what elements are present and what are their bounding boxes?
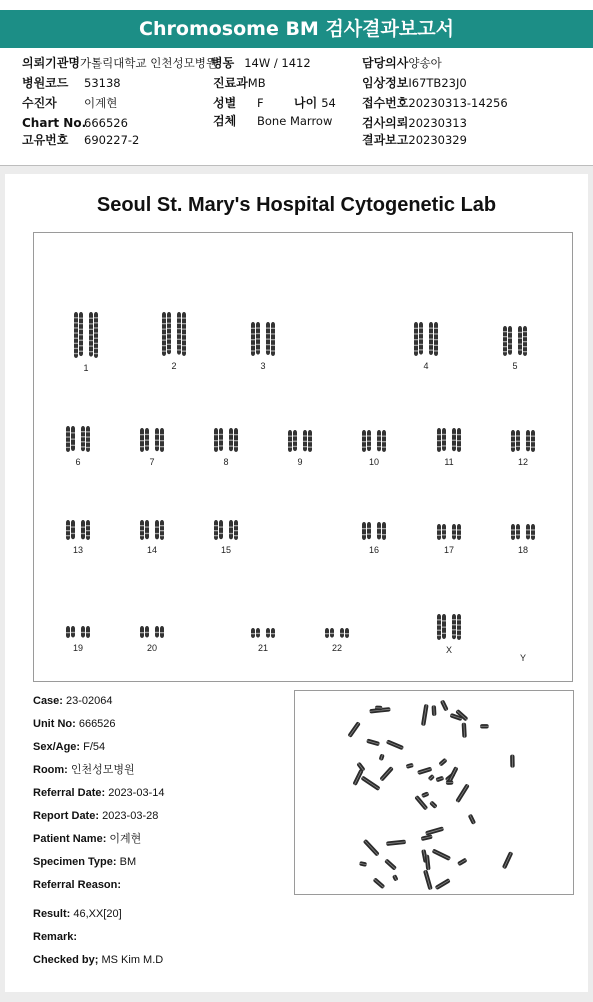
- metaphase-image: [294, 690, 574, 895]
- chromosome-label: 5: [512, 361, 518, 371]
- info-age: [294, 94, 336, 113]
- chromosome-label: 20: [146, 643, 157, 653]
- info-value: 20230313: [408, 116, 467, 130]
- chromosome-20: [127, 625, 177, 653]
- info-specimen: [213, 112, 332, 131]
- field-value: 이계현: [109, 833, 142, 845]
- field-report-date: [33, 805, 164, 828]
- field-label: Unit No:: [33, 718, 76, 730]
- info-label: 담당의사: [362, 56, 409, 70]
- field-value: 23-02064: [66, 695, 113, 707]
- field-sex-age: [33, 736, 164, 759]
- info-institution: [22, 54, 217, 73]
- chromosome-3: [238, 321, 288, 371]
- field-referral-date: [33, 782, 164, 805]
- chromosome-label: 2: [171, 361, 177, 371]
- field-remark: [33, 926, 164, 949]
- info-label: 수진자: [22, 96, 57, 110]
- chromosome-label: 22: [331, 643, 342, 653]
- chromosome-label: 3: [260, 361, 266, 371]
- info-ward: [211, 54, 311, 73]
- field-unit-no: [33, 713, 164, 736]
- field-value: 666526: [78, 718, 116, 730]
- info-patient: [22, 94, 117, 113]
- karyotype-report: [5, 174, 588, 992]
- chromosome-label: X: [445, 645, 452, 655]
- chromosome-label: 7: [149, 457, 155, 467]
- chromosome-7: [127, 427, 177, 467]
- chromosome-6: [53, 425, 103, 467]
- chromosome-label: 15: [220, 545, 231, 555]
- chromosome-label: 14: [146, 545, 157, 555]
- field-label: Report Date:: [33, 810, 100, 822]
- field-value: F/54: [83, 741, 106, 753]
- chromosome-17: [424, 523, 474, 555]
- chromosome-12: [498, 429, 548, 467]
- field-checked-by: [33, 949, 164, 972]
- info-value: MB: [247, 76, 266, 90]
- info-label: 검체: [213, 114, 237, 128]
- field-label: Remark:: [33, 931, 78, 943]
- field-specimen-type: [33, 851, 164, 874]
- field-value: 인천성모병원: [70, 764, 135, 776]
- chromosome-label: 11: [444, 457, 454, 467]
- chromosome-label: 12: [517, 457, 528, 467]
- info-label: 검사의뢰: [362, 116, 409, 130]
- field-room: [33, 759, 164, 782]
- chromosome-label: 8: [223, 457, 229, 467]
- chromosome-x: [424, 613, 474, 655]
- chromosome-label: Y: [519, 653, 526, 663]
- chromosome-label: 17: [443, 545, 454, 555]
- lab-title: Seoul St. Mary's Hospital Cytogenetic Lab: [96, 194, 497, 216]
- chromosome-9: [275, 429, 325, 467]
- info-value: 양송아: [408, 56, 442, 70]
- field-result: [33, 903, 164, 926]
- info-value: F: [257, 96, 264, 110]
- info-label: Chart No.: [22, 116, 87, 130]
- field-case: [33, 690, 164, 713]
- chromosome-21: [238, 627, 288, 653]
- info-value: I67TB23J0: [408, 76, 467, 90]
- chromosome-label: 9: [297, 457, 303, 467]
- chromosome-label: 21: [257, 643, 268, 653]
- info-label: 병동: [211, 56, 235, 70]
- chromosome-label: 13: [72, 545, 83, 555]
- info-sex: [213, 94, 264, 113]
- info-value: 666526: [84, 116, 128, 130]
- chromosome-18: [498, 523, 548, 555]
- chromosome-y: [498, 649, 548, 663]
- field-label: Room:: [33, 764, 68, 776]
- info-label: 결과보고: [362, 133, 409, 147]
- field-label: Result:: [33, 908, 71, 920]
- chromosome-label: 10: [368, 457, 379, 467]
- field-label: Referral Date:: [33, 787, 106, 799]
- field-label: Sex/Age:: [33, 741, 81, 753]
- field-label: Checked by;: [33, 954, 99, 966]
- info-label: 진료과: [213, 76, 248, 90]
- chromosome-label: 16: [368, 545, 379, 555]
- info-value: 가톨릭대학교 인천성모병원: [79, 56, 217, 70]
- chromosome-4: [401, 321, 451, 371]
- info-value: 14W / 1412: [244, 56, 311, 70]
- field-label: Case:: [33, 695, 63, 707]
- chromosome-1: [61, 311, 111, 373]
- field-label: Referral Reason:: [33, 879, 122, 891]
- info-label: 임상정보: [362, 76, 409, 90]
- case-fields: [33, 690, 164, 972]
- field-value: 2023-03-28: [102, 810, 159, 822]
- chromosome-11: [424, 427, 474, 467]
- info-report-date: [362, 131, 467, 150]
- field-value: BM: [119, 856, 137, 868]
- field-value: MS Kim M.D: [101, 954, 164, 966]
- info-label: 접수번호: [362, 96, 409, 110]
- info-value: 20230313-14256: [408, 96, 508, 110]
- field-value: 2023-03-14: [108, 787, 165, 799]
- field-patient-name: [33, 828, 164, 851]
- info-value: 이계현: [84, 96, 118, 110]
- chromosome-2: [149, 311, 199, 371]
- info-label: 고유번호: [22, 133, 69, 147]
- info-value: 20230329: [408, 133, 467, 147]
- info-label: 의뢰기관명: [22, 56, 80, 70]
- info-value: Bone Marrow: [257, 114, 333, 128]
- info-value: 690227-2: [84, 133, 140, 147]
- report-title: Chromosome BM 검사결과보고서: [0, 10, 593, 48]
- chromosome-19: [53, 625, 103, 653]
- karyogram: [33, 232, 573, 682]
- chromosome-label: 4: [423, 361, 429, 371]
- info-label: 성별: [213, 96, 237, 110]
- field-value: 46,XX[20]: [73, 908, 122, 920]
- chromosome-22: [312, 627, 362, 653]
- info-unique-no: [22, 131, 139, 150]
- info-department: [213, 74, 266, 93]
- report-header: [0, 0, 593, 166]
- info-clinical: [362, 74, 467, 93]
- metaphase-spread: [295, 691, 573, 894]
- chromosome-label: 19: [72, 643, 83, 653]
- info-label: 병원코드: [22, 76, 69, 90]
- info-hospital-code: [22, 74, 121, 93]
- chromosome-10: [349, 429, 399, 467]
- chromosome-label: 18: [517, 545, 528, 555]
- info-value: 54: [321, 96, 336, 110]
- field-referral-reason: [33, 874, 164, 897]
- chromosome-8: [201, 427, 251, 467]
- chromosome-label: 1: [83, 363, 89, 373]
- field-label: Specimen Type:: [33, 856, 117, 868]
- chromosome-label: 6: [75, 457, 81, 467]
- info-label: 나이: [294, 96, 318, 110]
- chromosome-14: [127, 519, 177, 555]
- info-value: 53138: [84, 76, 121, 90]
- chromosome-5: [490, 325, 540, 371]
- info-doctor: [362, 54, 442, 73]
- info-receipt-no: [362, 94, 508, 113]
- field-label: Patient Name:: [33, 833, 107, 845]
- chromosome-13: [53, 519, 103, 555]
- chromosome-15: [201, 519, 251, 555]
- chromosome-16: [349, 521, 399, 555]
